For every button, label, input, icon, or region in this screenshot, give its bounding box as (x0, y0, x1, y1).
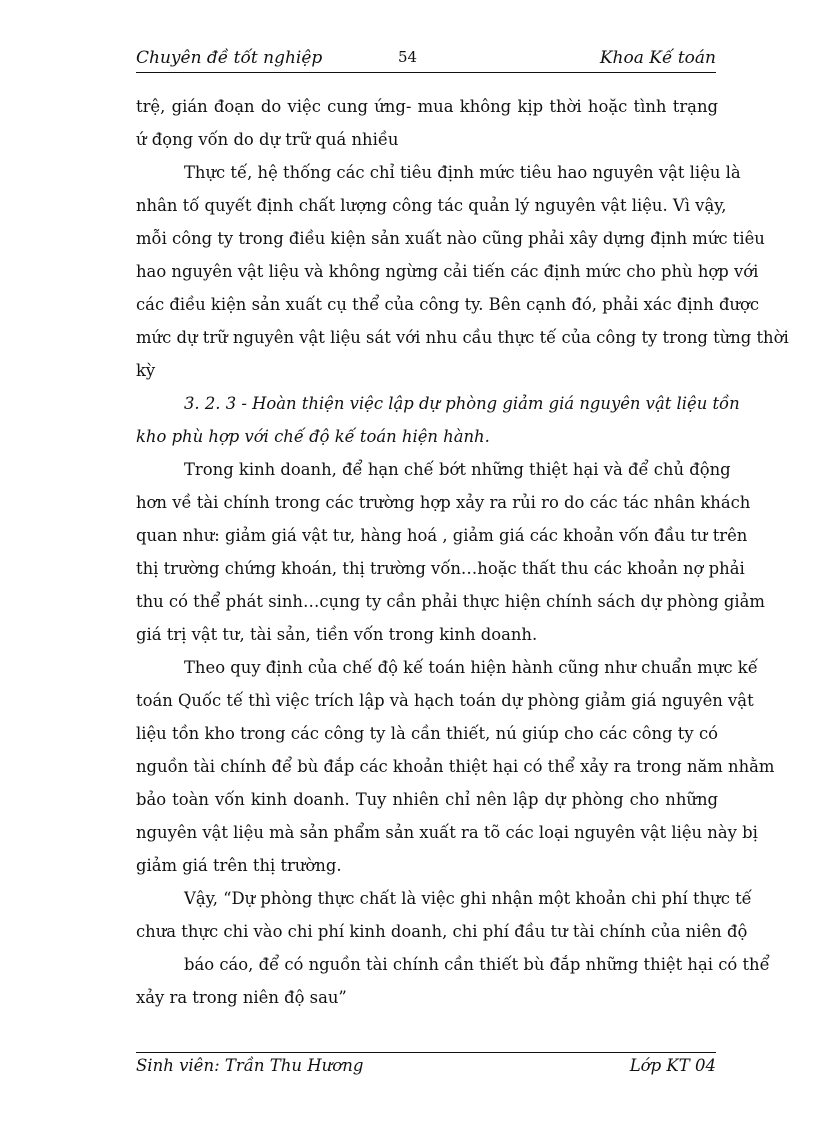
body-line: mức dự trữ nguyên vật liệu sát với nhu cầu thực tế của công ty trong từng thời (136, 328, 789, 347)
body-line: các điều kiện sản xuất cụ thể của công ty. Bên cạnh đó, phải xác định được (136, 295, 760, 314)
paragraph-start-line: Vậy, “Dự phòng thực chất là việc ghi nhận một khoản chi phí thực tế (184, 889, 752, 908)
body-line: toán Quốc tế thì việc trích lập và hạch toán dự phòng giảm giá nguyên vật (136, 691, 754, 710)
page-footer (136, 1056, 716, 1080)
paragraph-start-line: Trong kinh doanh, để hạn chế bớt những thiệt hại và để chủ động (184, 460, 731, 479)
page-header (136, 48, 716, 72)
body-line: nhân tố quyết định chất lượng công tác quản lý nguyên vật liệu. Vì vậy, (136, 196, 727, 215)
header-department: Khoa Kế toán (599, 48, 716, 68)
section-heading-continued: kho phù hợp với chế độ kế toán hiện hành. (136, 427, 490, 446)
body-line: thị trường chứng khoán, thị trường vốn…hoặc thất thu các khoản nợ phải (136, 559, 745, 578)
body-line: nguồn tài chính để bù đắp các khoản thiệt hại có thể xảy ra trong năm nhằm (136, 757, 775, 776)
body-line: giảm giá trên thị trường. (136, 856, 342, 875)
footer-class: Lớp KT 04 (629, 1056, 716, 1075)
body-line-indented: báo cáo, để có nguồn tài chính cần thiết bù đắp những thiệt hại có thể (184, 955, 770, 974)
body-line: giá trị vật tư, tài sản, tiền vốn trong kinh doanh. (136, 625, 538, 644)
body-line: thu có thể phát sinh…cụng ty cần phải thực hiện chính sách dự phòng giảm (136, 592, 765, 611)
section-heading: 3. 2. 3 - Hoàn thiện việc lập dự phòng giảm giá nguyên vật liệu tồn (184, 394, 740, 413)
footer-student-name: Sinh viên: Trần Thu Hương (136, 1056, 364, 1075)
header-document-type: Chuyên đề tốt nghiệp (136, 48, 323, 68)
header-rule (136, 72, 716, 73)
body-line: xảy ra trong niên độ sau” (136, 988, 347, 1007)
paragraph-start-line: Thực tế, hệ thống các chỉ tiêu định mức tiêu hao nguyên vật liệu là (184, 163, 741, 182)
body-line: chưa thực chi vào chi phí kinh doanh, chi phí đầu tư tài chính của niên độ (136, 922, 748, 941)
body-line: kỳ (136, 361, 156, 380)
body-line: hao nguyên vật liệu và không ngừng cải tiến các định mức cho phù hợp với (136, 262, 759, 281)
body-line: bảo toàn vốn kinh doanh. Tuy nhiên chỉ nên lập dự phòng cho những (136, 790, 718, 809)
body-line: liệu tồn kho trong các công ty là cần thiết, nú giúp cho các công ty có (136, 724, 718, 743)
body-line: nguyên vật liệu mà sản phẩm sản xuất ra tõ các loại nguyên vật liệu này bị (136, 823, 758, 842)
body-line: ứ đọng vốn do dự trữ quá nhiều (136, 130, 399, 149)
body-line: trệ, gián đoạn do việc cung ứng- mua không kịp thời hoặc tình trạng (136, 97, 718, 116)
footer-rule (136, 1052, 716, 1053)
body-line: mỗi công ty trong điều kiện sản xuất nào cũng phải xây dựng định mức tiêu (136, 229, 765, 248)
paragraph-start-line: Theo quy định của chế độ kế toán hiện hành cũng như chuẩn mực kế (184, 658, 758, 677)
page-number: 54 (398, 48, 418, 66)
body-line: quan như: giảm giá vật tư, hàng hoá , giảm giá các khoản vốn đầu tư trên (136, 526, 748, 545)
body-line: hơn về tài chính trong các trường hợp xảy ra rủi ro do các tác nhân khách (136, 493, 751, 512)
